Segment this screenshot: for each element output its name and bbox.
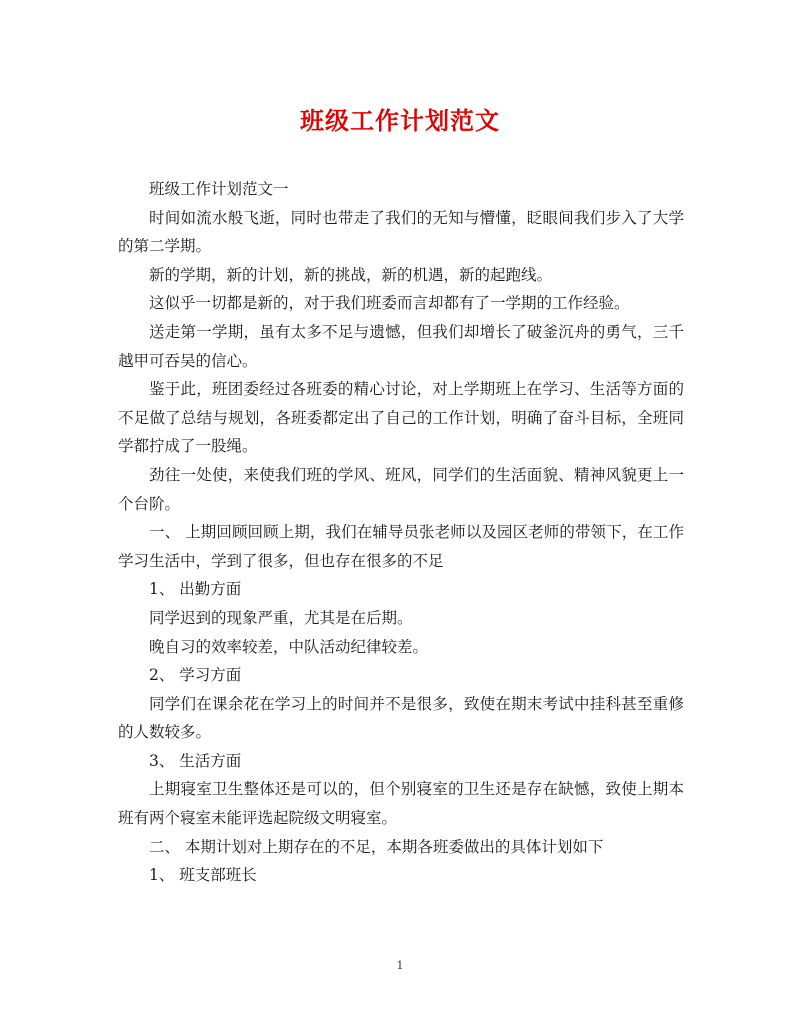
subsection-heading: 3、 生活方面 (149, 751, 242, 770)
paragraph: 同学们在课余花在学习上的时间并不是很多，致使在期末考试中挂科甚至重修的人数较多。 (118, 694, 684, 742)
section-heading: 一、 上期回顾回顾上期，我们在辅导员张老师以及园区老师的带领下，在工作学习生活中，学到了很多，但也存在很多的不足 (118, 523, 684, 570)
paragraph: 这似乎一切都是新的，对于我们班委而言却都有了一学期的工作经验。 (149, 294, 630, 313)
document-body (118, 175, 684, 890)
paragraph: 晚自习的效率较差，中队活动纪律较差。 (149, 637, 429, 656)
subsection-heading: 1、 班支部班长 (149, 866, 257, 885)
paragraph: 时间如流水般飞逝，同时也带走了我们的无知与懵懂，眨眼间我们步入了大学的第二学期。 (118, 208, 684, 256)
paragraph: 同学迟到的现象严重，尤其是在后期。 (149, 608, 413, 627)
paragraph: 劲往一处使，来使我们班的学风、班风，同学们的生活面貌、精神风貌更上一个台阶。 (118, 465, 684, 513)
paragraph: 班级工作计划范文一 (149, 180, 289, 198)
document-title: 班级工作计划范文 (300, 106, 500, 135)
paragraph: 上期寝室卫生整体还是可以的，但个别寝室的卫生还是存在缺憾，致使上期本班有两个寝室未能评选起院级文明寝室。 (118, 780, 684, 828)
paragraph: 送走第一学期，虽有太多不足与遗憾，但我们却增长了破釜沉舟的勇气，三千越甲可吞吴的信心。 (118, 322, 684, 370)
paragraph: 鉴于此，班团委经过各班委的精心讨论，对上学期班上在学习、生活等方面的不足做了总结与规划，各班委都定出了自己的工作计划，明确了奋斗目标，全班同学都拧成了一股绳。 (118, 380, 684, 456)
section-heading: 二、 本期计划对上期存在的不足，本期各班委做出的具体计划如下 (149, 837, 604, 856)
subsection-heading: 2、 学习方面 (149, 666, 242, 685)
subsection-heading: 1、 出勤方面 (149, 580, 242, 599)
paragraph: 新的学期，新的计划，新的挑战，新的机遇，新的起跑线。 (149, 265, 553, 284)
page-number: 1 (396, 959, 404, 972)
